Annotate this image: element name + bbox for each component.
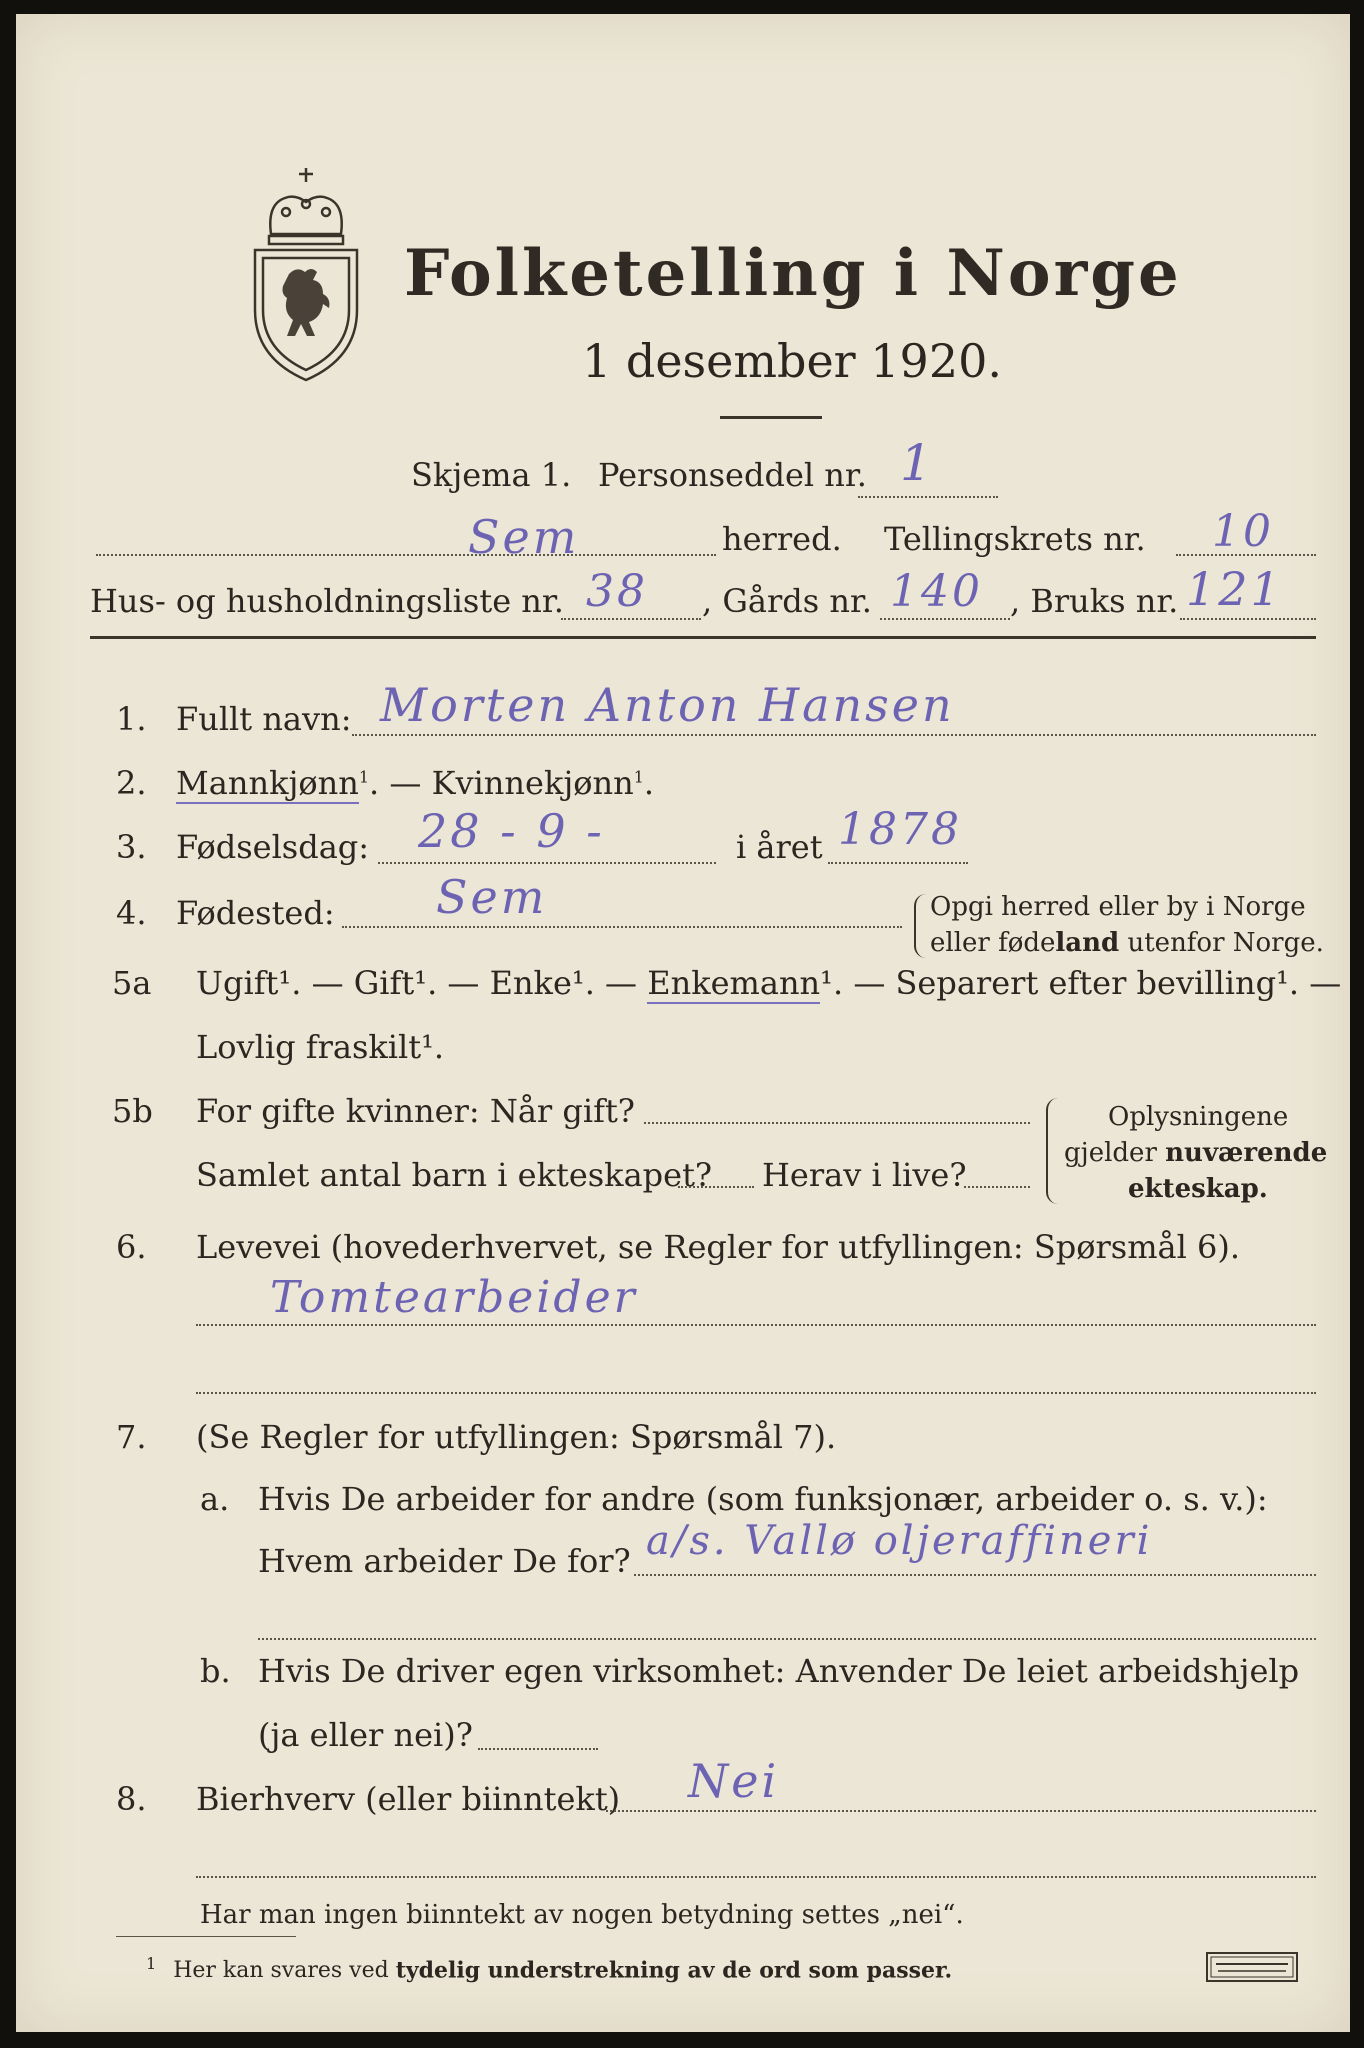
q5b-line-2b: Herav i live? [762,1156,967,1194]
q5a-options-a[interactable]: Ugift¹. — Gift¹. — Enke¹. — [196,964,648,1002]
option-mannkjonn[interactable]: Mannkjønn [176,764,359,802]
q5a-line-2[interactable]: Lovlig fraskilt¹. [196,1028,445,1066]
q5b-married-line [644,1122,1030,1124]
q1-label: Fullt navn: [176,700,352,738]
q8-value: Nei [688,1754,780,1808]
q1-number: 1. [116,700,147,738]
gards-label: , Gårds nr. [702,582,872,620]
q5a-options [196,964,1341,1002]
q5a-number: 5a [112,964,152,1002]
q4-brace [914,894,926,958]
q3-number: 3. [116,828,147,866]
bruks-value: 121 [1186,562,1283,616]
q7a-line-extra [258,1638,1316,1640]
header-divider [90,636,1316,639]
footnote-mark: 1 [146,1954,157,1973]
q4-line [342,926,902,928]
q6-label: Levevei (hovederhvervet, se Regler for utfyllingen: Spørsmål 6). [196,1228,1241,1266]
q8-answer-line [606,1810,1316,1812]
q4-note-1: Opgi herred eller by i Norge [930,892,1306,922]
option-enkemann[interactable]: Enkemann [647,964,821,1002]
gards-line [880,618,1010,620]
skjema-label: Skjema 1. [411,456,572,494]
q6-number: 6. [116,1228,147,1266]
form-date: 1 desember 1920. [582,334,1002,388]
footer-note: Har man ingen biinntekt av nogen betydning settes „nei“. [200,1900,964,1930]
q4-note-2c: utenfor Norge. [1119,928,1324,958]
tellingskrets-value: 10 [1212,506,1274,557]
q6-line-2 [196,1392,1316,1394]
q5b-line-2a: Samlet antal barn i ekteskapet? [196,1156,713,1194]
q2-number: 2. [116,764,147,802]
q5b-note-2 [1064,1138,1327,1168]
personseddel-label: Personseddel nr. [598,456,867,494]
printer-stamp-icon [1206,1952,1298,1982]
q4-note-2 [930,928,1324,958]
q5a-options-b[interactable]: ¹. — Separert efter bevilling¹. — [820,964,1342,1002]
q3-line [378,862,716,864]
q5b-number: 5b [112,1092,153,1130]
q2-separator: . — [369,764,432,802]
q8-label: Bierhverv (eller biinntekt) [196,1780,621,1818]
q5b-children-line [678,1186,754,1188]
footnote [146,1954,952,1983]
q3-year-line [828,862,968,864]
q7-label: (Se Regler for utfyllingen: Spørsmål 7). [196,1418,837,1456]
census-form [16,14,1350,2032]
q3-year-value: 1878 [838,804,962,855]
footnote-divider [116,1936,296,1937]
q4-note-2b: land [1055,928,1120,958]
q8-line-2 [196,1876,1316,1878]
q7b-answer-line [478,1748,598,1750]
q5b-line-1: For gifte kvinner: Når gift? [196,1092,635,1130]
q7b-line-2: (ja eller nei)? [258,1716,473,1754]
q7a-letter: a. [200,1480,230,1518]
q5b-note-3: ekteskap. [1128,1174,1268,1204]
q3-value: 28 - 9 - [418,804,605,858]
q2-sup-1: 1 [358,767,370,787]
q2-end: . [643,764,655,802]
gards-value: 140 [890,566,983,617]
hus-value: 38 [586,566,648,617]
title-divider [720,416,822,419]
q5b-note-2a: gjelder [1064,1138,1166,1168]
bruks-line [1180,618,1316,620]
q8-number: 8. [116,1780,147,1818]
personseddel-line [858,496,998,498]
option-kvinnekjonn[interactable]: Kvinnekjønn [431,764,634,802]
coat-of-arms-icon [241,164,371,384]
tellingskrets-label: Tellingskrets nr. [884,520,1146,558]
form-title: Folketelling i Norge [404,236,1182,311]
q7b-letter: b. [200,1652,231,1690]
footnote-text-b: tydelig understrekning av de ord som passer. [395,1957,953,1984]
q5b-alive-line [964,1186,1030,1188]
q4-value: Sem [436,870,548,924]
q3-year-label: i året [736,828,823,866]
personseddel-value: 1 [900,434,935,492]
q2-options [176,764,654,802]
herred-line [96,554,716,556]
q7a-value: a/s. Vallø oljeraffineri [646,1518,1153,1564]
q5b-brace [1046,1098,1058,1204]
bruks-label: , Bruks nr. [1010,582,1179,620]
hus-line [561,618,701,620]
q7-number: 7. [116,1418,147,1456]
footnote-text-a: Her kan svares ved [173,1958,396,1984]
herred-label: herred. [722,520,842,558]
q3-label: Fødselsdag: [176,828,370,866]
q2-sup-2: 1 [633,767,644,787]
herred-value: Sem [468,510,580,564]
hus-label: Hus- og husholdningsliste nr. [90,582,564,620]
q6-line-1 [196,1324,1316,1326]
q7a-answer-line [634,1574,1316,1576]
q5b-note-1: Oplysningene [1108,1102,1289,1132]
q1-line [352,734,1316,736]
q4-note-2a: eller føde [930,928,1056,958]
q7a-line-2: Hvem arbeider De for? [258,1542,631,1580]
q4-label: Fødested: [176,894,335,932]
q4-number: 4. [116,894,147,932]
q7a-line-1: Hvis De arbeider for andre (som funksjonær, arbeider o. s. v.): [258,1480,1268,1518]
q5b-note-2b: nuværende [1165,1138,1328,1168]
q7b-line-1: Hvis De driver egen virksomhet: Anvender De leiet arbeidshjelp [258,1652,1300,1690]
q6-value: Tomtearbeider [270,1272,638,1323]
q1-value: Morten Anton Hansen [380,678,955,732]
